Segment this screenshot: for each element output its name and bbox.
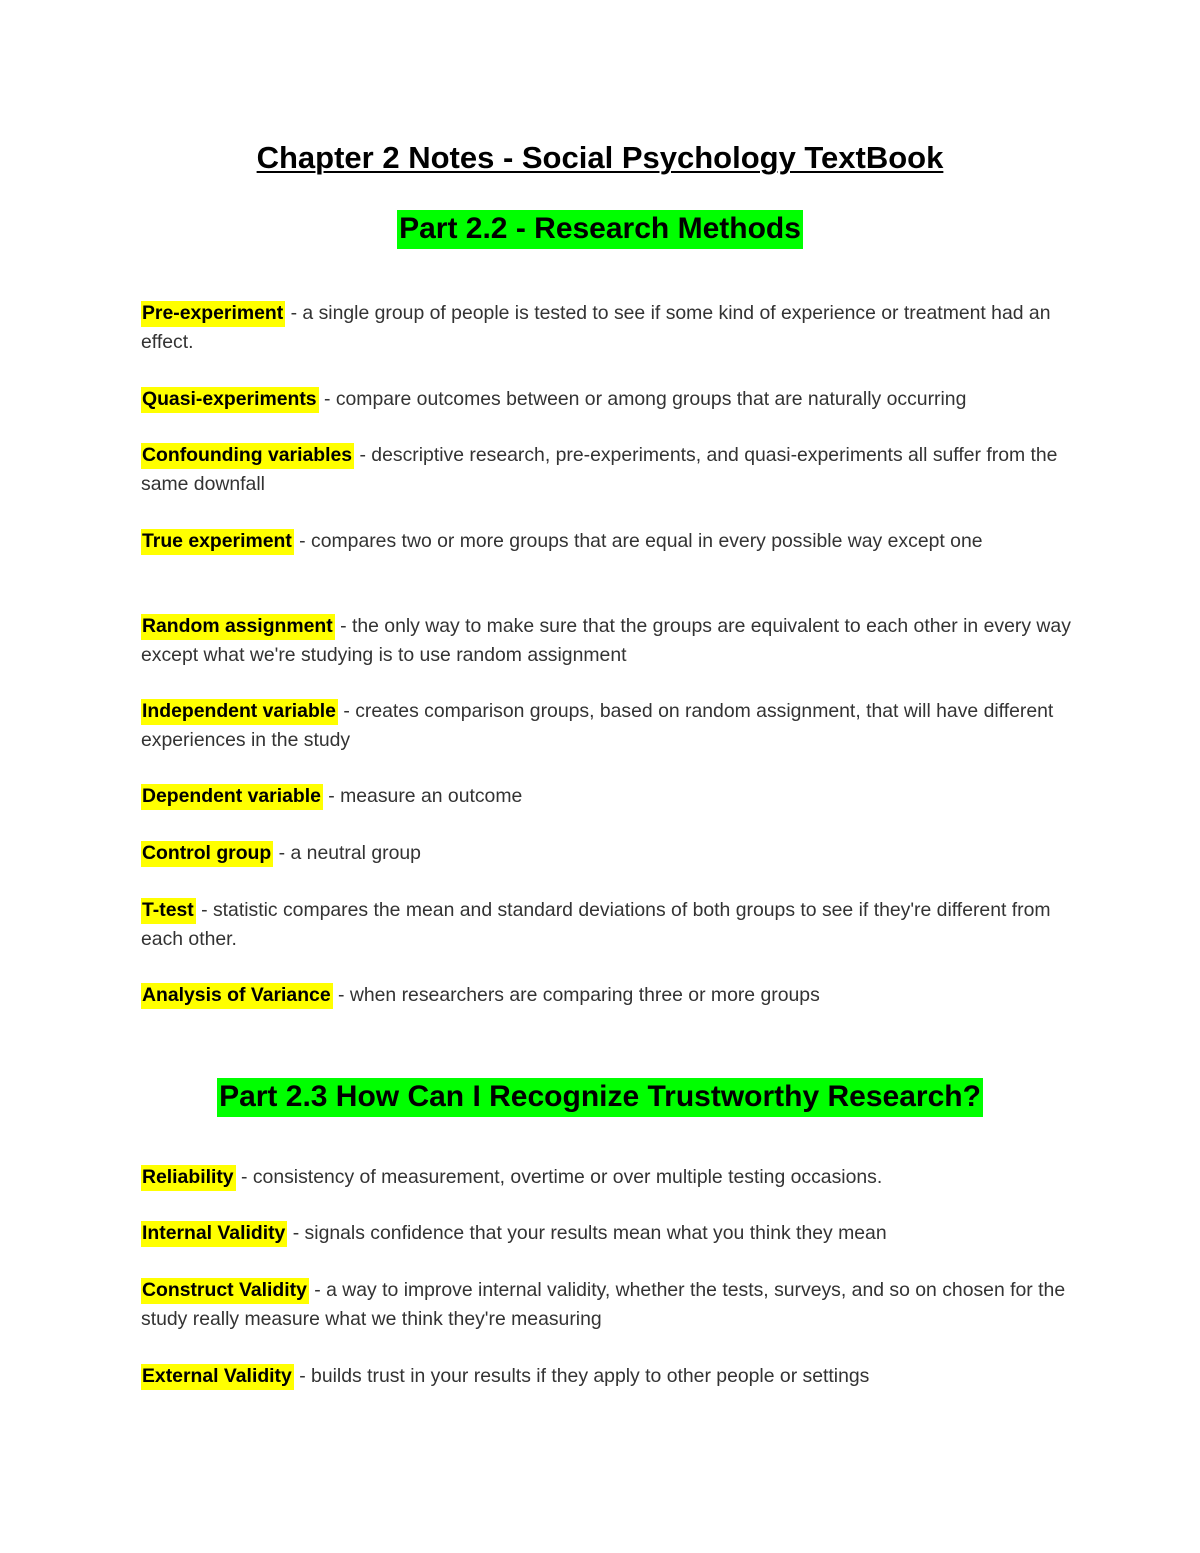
term-highlight: Random assignment: [141, 614, 335, 640]
definition-text: - when researchers are comparing three or more groups: [332, 984, 820, 1006]
term-highlight: Internal Validity: [141, 1221, 287, 1247]
section-heading-trustworthy-research: [0, 1080, 1200, 1114]
definition-text: - compares two or more groups that are equal in every possible way except one: [293, 530, 983, 552]
term-highlight: Confounding variables: [141, 443, 354, 469]
term-highlight: Control group: [141, 841, 273, 867]
definition-entry: [141, 896, 1071, 953]
definition-entry: [141, 1362, 1071, 1391]
definition-text: - a single group of people is tested to see if some kind of experience or treatment had an effect.: [141, 302, 1051, 353]
term-highlight: Dependent variable: [141, 784, 323, 810]
term-highlight: Independent variable: [141, 699, 338, 725]
definition-text: - compare outcomes between or among groups that are naturally occurring: [318, 388, 967, 410]
document-title: Chapter 2 Notes - Social Psychology TextBook: [256, 140, 944, 175]
definition-entry: [141, 299, 1071, 356]
definition-entry: [141, 441, 1071, 498]
term-highlight: T-test: [141, 898, 196, 924]
term-highlight: Pre-experiment: [141, 301, 285, 327]
definition-text: - descriptive research, pre-experiments, and quasi-experiments all suffer from the same downfall: [141, 444, 1058, 495]
term-highlight: True experiment: [141, 529, 294, 555]
definition-text: - a neutral group: [273, 842, 421, 864]
term-highlight: Reliability: [141, 1165, 236, 1191]
definition-text: - statistic compares the mean and standard deviations of both groups to see if they're different from each other.: [141, 899, 1051, 950]
definition-entry: [141, 1219, 1071, 1248]
term-highlight: Quasi-experiments: [141, 387, 319, 413]
term-highlight: External Validity: [141, 1364, 294, 1390]
section-heading-research-methods: [0, 212, 1200, 246]
definition-entry: [141, 697, 1071, 754]
definition-entry: [141, 1276, 1071, 1333]
definition-text: - a way to improve internal validity, whether the tests, surveys, and so on chosen for the study really measure what we think they're measuring: [141, 1279, 1066, 1330]
definition-text: - creates comparison groups, based on random assignment, that will have different experiences in the study: [141, 700, 1054, 751]
definition-text: - builds trust in your results if they apply to other people or settings: [293, 1365, 870, 1387]
definition-entry: [141, 981, 1071, 1010]
term-highlight: Construct Validity: [141, 1278, 309, 1304]
section-heading-text: Part 2.3 How Can I Recognize Trustworthy Research?: [217, 1078, 983, 1117]
definition-entry: [141, 782, 1071, 811]
definition-entry: [141, 527, 1071, 556]
definition-text: - the only way to make sure that the groups are equivalent to each other in every way except what we're studying is to use random assignment: [141, 615, 1071, 666]
section-heading-text: Part 2.2 - Research Methods: [397, 210, 803, 249]
definition-text: - measure an outcome: [322, 785, 523, 807]
term-highlight: Analysis of Variance: [141, 983, 333, 1009]
definition-entry: [141, 385, 1071, 414]
definition-text: - consistency of measurement, overtime or over multiple testing occasions.: [235, 1166, 883, 1188]
definition-text: - signals confidence that your results mean what you think they mean: [287, 1222, 887, 1244]
definition-entry: [141, 1163, 1071, 1192]
definition-entry: [141, 612, 1071, 669]
definition-entry: [141, 839, 1071, 868]
